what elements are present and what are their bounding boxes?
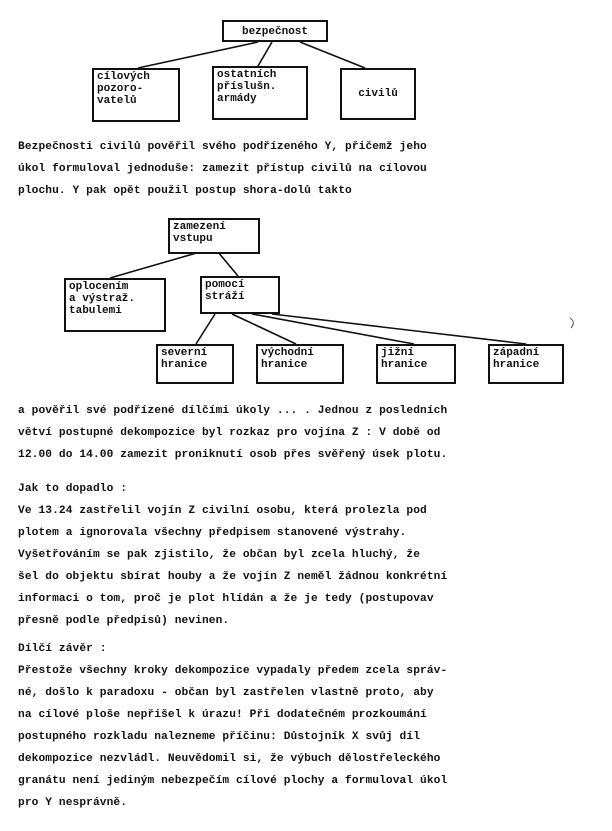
tree2-line-left — [110, 252, 200, 278]
text-line: úkol formuloval jednoduše: zamezit přístup civilů na cílovou — [18, 163, 427, 175]
section-outcome — [18, 478, 602, 632]
tree1-root-node: bezpečnost — [222, 20, 328, 42]
text-line: plochu. Y pak opět použil postup shora-dolů takto — [18, 185, 352, 197]
text-line: Ve 13.24 zastřelil vojín Z civilní osobu, která prolezla pod — [18, 505, 427, 517]
text-line: šel do objektu sbírat houby a že vojín Z neměl žádnou konkrétní — [18, 571, 448, 583]
text-line: přesně podle předpisů) nevinen. — [18, 615, 230, 627]
text-line: pro Y nesprávně. — [18, 797, 128, 809]
tree2-node-north: severní hranice — [156, 344, 234, 384]
text-line: dekompozice nezvládl. Neuvědomil si, že výbuch dělostřeleckého — [18, 753, 441, 765]
tree1-line-left — [138, 42, 258, 68]
tree2-node-south: jižní hranice — [376, 344, 456, 384]
tree2-line-west — [272, 314, 526, 344]
tree2-node-fencing: oplocením a výstraž. tabulemi — [64, 278, 166, 332]
stray-mark — [570, 318, 573, 328]
text-line: Přestože všechny kroky dekompozice vypadaly předem zcela správ- — [18, 665, 448, 677]
text-line: 12.00 do 14.00 zamezit proniknutí osob přes svěřený úsek plotu. — [18, 449, 448, 461]
text-line: granátu není jediným nebezpečím cílové plochy a formuloval úkol — [18, 775, 448, 787]
tree2-line-right — [218, 252, 238, 276]
text-line: Bezpečnosti civilů pověřil svého podřízeného Y, přičemž jeho — [18, 141, 427, 153]
tree1-node-army: ostatních příslušn. armády — [212, 66, 308, 120]
text-line: né, došlo k paradoxu - občan byl zastřelen vlastně proto, aby — [18, 687, 434, 699]
tree2-line-north — [196, 314, 215, 344]
tree1-line-middle — [258, 42, 272, 66]
tree2-node-west: západní hranice — [488, 344, 564, 384]
text-line: větví postupné dekompozice byl rozkaz pro vojína Z : V době od — [18, 427, 441, 439]
tree2-line-east — [232, 314, 296, 344]
text-line: na cílové ploše nepřišel k úrazu! Při dodatečném prozkoumání — [18, 709, 427, 721]
tree2-root-node: zamezení vstupu — [168, 218, 260, 254]
paragraph-2 — [18, 400, 602, 466]
section-conclusion — [18, 638, 602, 814]
tree2-line-south — [252, 314, 414, 344]
paragraph-1 — [18, 136, 602, 202]
text-line: informaci o tom, proč je plot hlídán a že je tedy (postupovav — [18, 593, 434, 605]
section-heading-outcome: Jak to dopadlo : — [18, 483, 128, 495]
tree1-node-civilians: civilů — [340, 68, 416, 120]
tree2-node-east: východní hranice — [256, 344, 344, 384]
text-line: Vyšetřováním se pak zjistilo, že občan byl zcela hluchý, že — [18, 549, 421, 561]
text-line: plotem a ignorovala všechny předpisem stanovené výstrahy. — [18, 527, 407, 539]
tree1-line-right — [300, 42, 365, 68]
section-heading-conclusion: Dílčí závěr : — [18, 643, 107, 655]
tree2-node-guards: pomocí stráží — [200, 276, 280, 314]
tree1-node-observers: cílových pozoro- vatelů — [92, 68, 180, 122]
text-line: a pověřil své podřízené dílčími úkoly ... . Jednou z posledních — [18, 405, 448, 417]
text-line: postupného rozkladu nalezneme příčinu: Důstojník X svůj díl — [18, 731, 421, 743]
